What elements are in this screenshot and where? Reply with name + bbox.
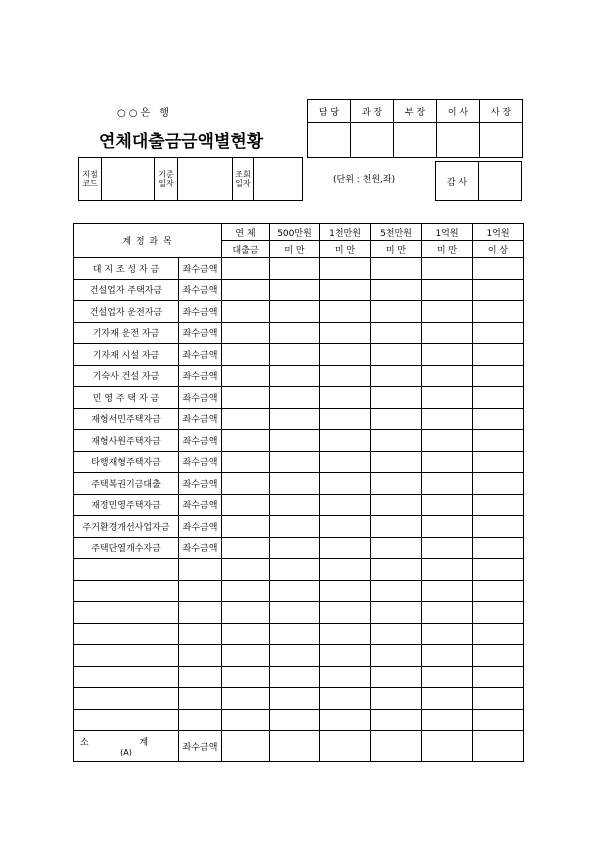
table-cell[interactable] <box>222 559 270 581</box>
table-cell[interactable] <box>473 666 524 688</box>
col-header-top: 1억원 <box>422 224 473 241</box>
table-cell[interactable] <box>270 731 320 762</box>
table-cell[interactable] <box>222 623 270 645</box>
table-cell[interactable] <box>320 580 371 602</box>
base-date-field[interactable] <box>178 158 233 201</box>
overdue-loan-table <box>73 223 524 762</box>
table-cell[interactable] <box>422 344 473 366</box>
table-cell[interactable] <box>320 344 371 366</box>
table-body <box>74 258 524 731</box>
count-amount-label <box>179 666 222 688</box>
table-cell[interactable] <box>422 494 473 516</box>
audit-sign-box[interactable] <box>479 162 522 201</box>
account-name: 기숙사 건설 자금 <box>74 365 179 387</box>
approval-sign-box[interactable] <box>351 123 394 158</box>
table-cell[interactable] <box>473 688 524 710</box>
table-cell[interactable] <box>473 451 524 473</box>
table-row <box>74 279 524 301</box>
blank-row <box>74 559 524 581</box>
table-cell[interactable] <box>222 279 270 301</box>
table-cell[interactable] <box>371 537 422 559</box>
table-cell[interactable] <box>222 301 270 323</box>
account-header: 계 정 과 목 <box>74 224 222 258</box>
table-cell[interactable] <box>270 408 320 430</box>
approval-manager: 과 장 <box>351 100 394 123</box>
table-row <box>74 537 524 559</box>
table-cell[interactable] <box>320 322 371 344</box>
branch-code-label: 지점 코드 <box>79 158 102 201</box>
table-row <box>74 408 524 430</box>
count-amount-label <box>179 645 222 667</box>
table-cell[interactable] <box>473 344 524 366</box>
table-row <box>74 430 524 452</box>
blank-row <box>74 580 524 602</box>
account-name: 건설업자 운전자금 <box>74 301 179 323</box>
count-amount-label <box>179 623 222 645</box>
table-row <box>74 301 524 323</box>
count-amount-label: 좌수금액 <box>179 365 222 387</box>
table-cell[interactable] <box>371 559 422 581</box>
table-cell[interactable] <box>222 537 270 559</box>
table-cell[interactable] <box>473 473 524 495</box>
table-cell[interactable] <box>270 451 320 473</box>
table-cell[interactable] <box>371 602 422 624</box>
account-name <box>74 623 179 645</box>
table-row <box>74 344 524 366</box>
blank-row <box>74 666 524 688</box>
table-cell[interactable] <box>320 408 371 430</box>
table-cell[interactable] <box>371 645 422 667</box>
blank-row <box>74 623 524 645</box>
table-cell[interactable] <box>320 494 371 516</box>
table-cell[interactable] <box>270 645 320 667</box>
table-cell[interactable] <box>422 709 473 731</box>
count-amount-label: 좌수금액 <box>179 473 222 495</box>
table-cell[interactable] <box>371 258 422 280</box>
table-cell[interactable] <box>422 322 473 344</box>
table-cell[interactable] <box>270 430 320 452</box>
table-cell[interactable] <box>222 731 270 762</box>
table-cell[interactable] <box>371 494 422 516</box>
table-cell[interactable] <box>473 258 524 280</box>
table-cell[interactable] <box>473 387 524 409</box>
blank-row <box>74 645 524 667</box>
table-cell[interactable] <box>473 559 524 581</box>
table-cell[interactable] <box>320 666 371 688</box>
table-cell[interactable] <box>222 602 270 624</box>
table-cell[interactable] <box>473 731 524 762</box>
table-cell[interactable] <box>422 602 473 624</box>
account-name <box>74 645 179 667</box>
table-cell[interactable] <box>222 645 270 667</box>
table-cell[interactable] <box>320 430 371 452</box>
account-name: 재정민영주택자금 <box>74 494 179 516</box>
table-cell[interactable] <box>422 623 473 645</box>
table-cell[interactable] <box>320 387 371 409</box>
table-cell[interactable] <box>320 537 371 559</box>
unit-label: (단위 : 천원,좌) <box>333 175 396 185</box>
account-name: 기자재 시설 자금 <box>74 344 179 366</box>
account-name: 주거환경개선사업자금 <box>74 516 179 538</box>
table-cell[interactable] <box>422 301 473 323</box>
table-cell[interactable] <box>270 666 320 688</box>
count-amount-label: 좌수금액 <box>179 322 222 344</box>
count-amount-label <box>179 559 222 581</box>
count-amount-label: 좌수금액 <box>179 387 222 409</box>
count-amount-label <box>179 709 222 731</box>
table-cell[interactable] <box>473 430 524 452</box>
table-cell[interactable] <box>320 645 371 667</box>
table-cell[interactable] <box>222 494 270 516</box>
table-cell[interactable] <box>222 516 270 538</box>
table-cell[interactable] <box>422 580 473 602</box>
account-name: 재형사원주택자금 <box>74 430 179 452</box>
approval-sign-box[interactable] <box>394 123 437 158</box>
table-row <box>74 365 524 387</box>
subtotal-type: 좌수금액 <box>179 731 222 762</box>
account-name: 민 영 주 택 자 금 <box>74 387 179 409</box>
table-cell[interactable] <box>371 516 422 538</box>
table-cell[interactable] <box>222 709 270 731</box>
table-cell[interactable] <box>371 430 422 452</box>
table-cell[interactable] <box>473 580 524 602</box>
count-amount-label <box>179 688 222 710</box>
approval-president: 사 장 <box>480 100 523 123</box>
info-table <box>78 157 303 201</box>
account-name <box>74 709 179 731</box>
count-amount-label: 좌수금액 <box>179 537 222 559</box>
table-cell[interactable] <box>371 473 422 495</box>
account-name: 대 지 조 성 자 금 <box>74 258 179 280</box>
table-row <box>74 258 524 280</box>
table-cell[interactable] <box>422 688 473 710</box>
table-cell[interactable] <box>270 602 320 624</box>
table-cell[interactable] <box>270 494 320 516</box>
col-header-bottom: 미 만 <box>270 241 320 258</box>
table-cell[interactable] <box>473 602 524 624</box>
table-row <box>74 494 524 516</box>
blank-row <box>74 602 524 624</box>
table-cell[interactable] <box>222 666 270 688</box>
table-cell[interactable] <box>320 473 371 495</box>
col-header-bottom: 미 만 <box>371 241 422 258</box>
table-cell[interactable] <box>422 451 473 473</box>
table-cell[interactable] <box>222 258 270 280</box>
audit-table <box>435 161 522 201</box>
table-cell[interactable] <box>422 430 473 452</box>
table-cell[interactable] <box>422 387 473 409</box>
table-cell[interactable] <box>371 580 422 602</box>
table-cell[interactable] <box>422 408 473 430</box>
count-amount-label: 좌수금액 <box>179 430 222 452</box>
table-cell[interactable] <box>422 666 473 688</box>
account-name: 재형서민주택자금 <box>74 408 179 430</box>
table-cell[interactable] <box>320 731 371 762</box>
table-cell[interactable] <box>222 688 270 710</box>
table-cell[interactable] <box>222 344 270 366</box>
table-cell[interactable] <box>222 430 270 452</box>
count-amount-label: 좌수금액 <box>179 451 222 473</box>
table-cell[interactable] <box>270 688 320 710</box>
table-cell[interactable] <box>270 623 320 645</box>
table-cell[interactable] <box>473 494 524 516</box>
table-cell[interactable] <box>320 258 371 280</box>
col-header-bottom: 대출금 <box>222 241 270 258</box>
table-cell[interactable] <box>422 559 473 581</box>
count-amount-label: 좌수금액 <box>179 408 222 430</box>
table-cell[interactable] <box>371 365 422 387</box>
table-cell[interactable] <box>473 301 524 323</box>
table-cell[interactable] <box>320 559 371 581</box>
query-date-label: 조회 일자 <box>233 158 254 201</box>
table-cell[interactable] <box>422 258 473 280</box>
col-header-top: 연 체 <box>222 224 270 241</box>
table-cell[interactable] <box>320 279 371 301</box>
table-cell[interactable] <box>371 623 422 645</box>
table-cell[interactable] <box>473 279 524 301</box>
table-cell[interactable] <box>371 709 422 731</box>
col-header-bottom: 이 상 <box>473 241 524 258</box>
account-name: 타행재형주택자금 <box>74 451 179 473</box>
approval-table <box>307 99 523 158</box>
table-cell[interactable] <box>270 258 320 280</box>
table-cell[interactable] <box>473 645 524 667</box>
table-cell[interactable] <box>270 537 320 559</box>
table-row <box>74 322 524 344</box>
table-cell[interactable] <box>422 279 473 301</box>
count-amount-label <box>179 580 222 602</box>
account-name: 기자재 운전 자금 <box>74 322 179 344</box>
table-cell[interactable] <box>371 408 422 430</box>
table-cell[interactable] <box>222 408 270 430</box>
bank-name: ○○은 행 <box>117 108 172 119</box>
table-row <box>74 387 524 409</box>
approval-staff: 담 당 <box>308 100 351 123</box>
account-name: 주택단열개수자금 <box>74 537 179 559</box>
table-cell[interactable] <box>270 709 320 731</box>
table-cell[interactable] <box>371 322 422 344</box>
table-cell[interactable] <box>270 473 320 495</box>
audit-label: 감 사 <box>436 162 479 201</box>
approval-director: 부 장 <box>394 100 437 123</box>
branch-code-field[interactable] <box>102 158 155 201</box>
blank-row <box>74 688 524 710</box>
table-cell[interactable] <box>270 344 320 366</box>
account-name <box>74 559 179 581</box>
count-amount-label: 좌수금액 <box>179 301 222 323</box>
count-amount-label <box>179 602 222 624</box>
table-cell[interactable] <box>422 516 473 538</box>
table-cell[interactable] <box>320 623 371 645</box>
account-name <box>74 580 179 602</box>
table-cell[interactable] <box>473 322 524 344</box>
approval-sign-box[interactable] <box>437 123 480 158</box>
table-cell[interactable] <box>422 731 473 762</box>
count-amount-label: 좌수금액 <box>179 516 222 538</box>
col-header-top: 1억원 <box>473 224 524 241</box>
col-header-top: 500만원 <box>270 224 320 241</box>
col-header-top: 5천만원 <box>371 224 422 241</box>
table-cell[interactable] <box>270 559 320 581</box>
table-cell[interactable] <box>222 365 270 387</box>
table-cell[interactable] <box>371 279 422 301</box>
table-cell[interactable] <box>473 365 524 387</box>
table-cell[interactable] <box>320 301 371 323</box>
table-cell[interactable] <box>422 645 473 667</box>
table-cell[interactable] <box>422 365 473 387</box>
table-cell[interactable] <box>222 387 270 409</box>
table-cell[interactable] <box>222 322 270 344</box>
table-cell[interactable] <box>270 322 320 344</box>
table-cell[interactable] <box>422 537 473 559</box>
table-cell[interactable] <box>371 688 422 710</box>
account-name <box>74 688 179 710</box>
table-cell[interactable] <box>222 473 270 495</box>
table-cell[interactable] <box>270 279 320 301</box>
table-cell[interactable] <box>422 473 473 495</box>
account-name <box>74 602 179 624</box>
table-cell[interactable] <box>270 387 320 409</box>
query-date-field[interactable] <box>254 158 303 201</box>
table-cell[interactable] <box>473 408 524 430</box>
col-header-bottom: 미 만 <box>422 241 473 258</box>
table-cell[interactable] <box>371 301 422 323</box>
table-cell[interactable] <box>222 451 270 473</box>
account-name: 건설업자 주택자금 <box>74 279 179 301</box>
table-cell[interactable] <box>473 516 524 538</box>
count-amount-label: 좌수금액 <box>179 494 222 516</box>
base-date-label: 기준 일자 <box>155 158 178 201</box>
table-cell[interactable] <box>320 451 371 473</box>
table-cell[interactable] <box>222 580 270 602</box>
table-row <box>74 473 524 495</box>
col-header-top: 1천만원 <box>320 224 371 241</box>
table-cell[interactable] <box>320 709 371 731</box>
table-cell[interactable] <box>320 516 371 538</box>
table-cell[interactable] <box>473 623 524 645</box>
approval-sign-box[interactable] <box>308 123 351 158</box>
table-cell[interactable] <box>270 365 320 387</box>
table-row <box>74 516 524 538</box>
table-cell[interactable] <box>270 301 320 323</box>
table-cell[interactable] <box>473 709 524 731</box>
table-row <box>74 451 524 473</box>
account-name: 주택복권기금대출 <box>74 473 179 495</box>
count-amount-label: 좌수금액 <box>179 258 222 280</box>
table-cell[interactable] <box>371 344 422 366</box>
table-cell[interactable] <box>371 666 422 688</box>
table-cell[interactable] <box>320 365 371 387</box>
table-cell[interactable] <box>473 537 524 559</box>
approval-sign-box[interactable] <box>480 123 523 158</box>
table-cell[interactable] <box>371 387 422 409</box>
table-cell[interactable] <box>371 451 422 473</box>
account-name <box>74 666 179 688</box>
subtotal-label: 소 계 (A) <box>74 731 179 762</box>
table-cell[interactable] <box>320 688 371 710</box>
table-cell[interactable] <box>320 602 371 624</box>
approval-executive: 이 사 <box>437 100 480 123</box>
table-cell[interactable] <box>270 580 320 602</box>
page-title: 연체대출금금액별현황 <box>99 132 264 152</box>
count-amount-label: 좌수금액 <box>179 344 222 366</box>
table-cell[interactable] <box>371 731 422 762</box>
count-amount-label: 좌수금액 <box>179 279 222 301</box>
col-header-bottom: 미 만 <box>320 241 371 258</box>
blank-row <box>74 709 524 731</box>
table-cell[interactable] <box>270 516 320 538</box>
